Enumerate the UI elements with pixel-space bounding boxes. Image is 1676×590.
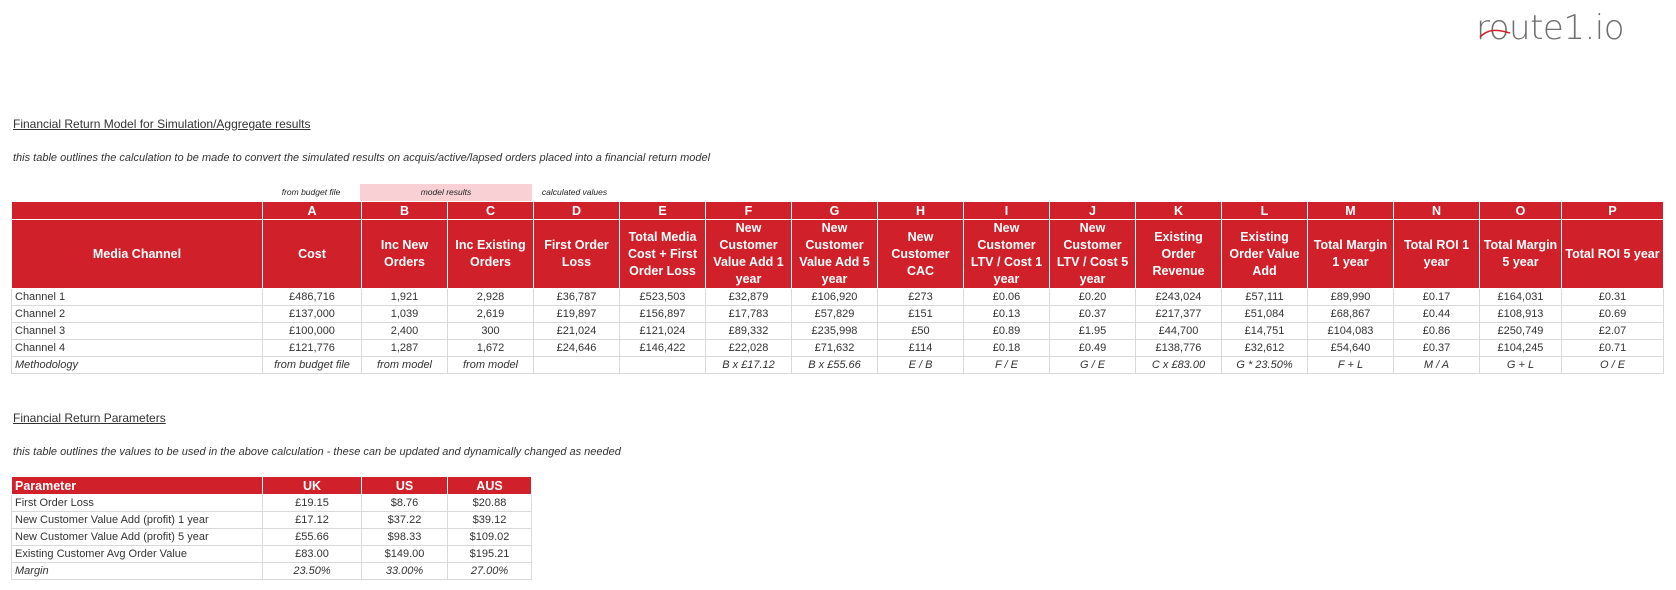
table-cell: £0.20 — [1050, 289, 1136, 306]
table-cell: £486,716 — [263, 289, 362, 306]
parameter-value: $98.33 — [362, 529, 448, 546]
table-cell: 1,287 — [362, 340, 448, 357]
column-header: AUS — [448, 477, 532, 495]
section-title-financial-model: Financial Return Model for Simulation/Aggregate results — [13, 117, 311, 131]
table-cell: £32,612 — [1222, 340, 1308, 357]
table-cell: £0.86 — [1394, 323, 1480, 340]
table-cell: £217,377 — [1136, 306, 1222, 323]
table-cell: £2.07 — [1562, 323, 1664, 340]
parameter-value: 27.00% — [448, 563, 532, 580]
parameter-value: $149.00 — [362, 546, 448, 563]
table-cell: £104,245 — [1480, 340, 1562, 357]
table-row — [12, 323, 1664, 340]
table-cell: £104,083 — [1308, 323, 1394, 340]
table-cell: 2,928 — [448, 289, 534, 306]
table-cell: £108,913 — [1480, 306, 1562, 323]
table-row — [12, 340, 1664, 357]
section-title-parameters: Financial Return Parameters — [13, 411, 166, 425]
table-row — [12, 529, 532, 546]
column-letter: H — [878, 202, 964, 220]
methodology-cell: F + L — [1308, 357, 1394, 374]
table-cell: £146,422 — [620, 340, 706, 357]
column-header-row — [12, 220, 1664, 289]
route1-logo: route1.io — [1476, 8, 1625, 48]
table-cell: £0.89 — [964, 323, 1050, 340]
table-cell: 1,921 — [362, 289, 448, 306]
table-cell: £71,632 — [792, 340, 878, 357]
table-cell: £523,503 — [620, 289, 706, 306]
table-cell: £0.31 — [1562, 289, 1664, 306]
financial-model-table — [11, 201, 1664, 374]
column-letter: G — [792, 202, 878, 220]
methodology-cell — [620, 357, 706, 374]
column-header: Existing Order Revenue — [1136, 220, 1222, 289]
table-cell: £24,646 — [534, 340, 620, 357]
methodology-cell: C x £83.00 — [1136, 357, 1222, 374]
column-letter: O — [1480, 202, 1562, 220]
legend-model-results: model results — [360, 184, 532, 201]
row-label: Channel 4 — [12, 340, 263, 357]
table-cell: £243,024 — [1136, 289, 1222, 306]
table-cell: £0.37 — [1394, 340, 1480, 357]
column-letter: D — [534, 202, 620, 220]
table-cell: £0.49 — [1050, 340, 1136, 357]
table-row — [12, 495, 532, 512]
table-cell: £32,879 — [706, 289, 792, 306]
table-cell: £0.06 — [964, 289, 1050, 306]
parameter-value: $39.12 — [448, 512, 532, 529]
column-header: First Order Loss — [534, 220, 620, 289]
column-header: New Customer Value Add 5 year — [792, 220, 878, 289]
column-letter — [12, 202, 263, 220]
methodology-cell: B x £55.66 — [792, 357, 878, 374]
table-cell: £114 — [878, 340, 964, 357]
row-label: Channel 1 — [12, 289, 263, 306]
column-letter: F — [706, 202, 792, 220]
parameter-value: 23.50% — [263, 563, 362, 580]
table-cell: £51,084 — [1222, 306, 1308, 323]
column-letter-row — [12, 202, 1664, 220]
table-cell: £0.44 — [1394, 306, 1480, 323]
section-description-parameters: this table outlines the values to be used in the above calculation - these can be updated and dynamically changed as needed — [13, 446, 621, 458]
table-cell: 2,619 — [448, 306, 534, 323]
table-row — [12, 306, 1664, 323]
legend-calculated-values: calculated values — [541, 187, 608, 197]
table-cell: £19,897 — [534, 306, 620, 323]
column-header: New Customer LTV / Cost 5 year — [1050, 220, 1136, 289]
table-cell: £0.37 — [1050, 306, 1136, 323]
column-header: New Customer Value Add 1 year — [706, 220, 792, 289]
table-cell: £156,897 — [620, 306, 706, 323]
column-letter: K — [1136, 202, 1222, 220]
column-header: Parameter — [12, 477, 263, 495]
column-header: Media Channel — [12, 220, 263, 289]
table-cell: £121,024 — [620, 323, 706, 340]
column-letter: N — [1394, 202, 1480, 220]
table-cell: 300 — [448, 323, 534, 340]
parameter-label: First Order Loss — [12, 495, 263, 512]
table-cell: £0.69 — [1562, 306, 1664, 323]
methodology-cell: O / E — [1562, 357, 1664, 374]
methodology-cell: from model — [448, 357, 534, 374]
column-letter: P — [1562, 202, 1664, 220]
row-label: Channel 3 — [12, 323, 263, 340]
parameter-label: Existing Customer Avg Order Value — [12, 546, 263, 563]
table-cell: £121,776 — [263, 340, 362, 357]
parameter-header-row — [12, 477, 532, 495]
methodology-cell — [534, 357, 620, 374]
table-cell: £250,749 — [1480, 323, 1562, 340]
table-cell: £0.71 — [1562, 340, 1664, 357]
column-header: Total Margin 5 year — [1480, 220, 1562, 289]
table-cell: £137,000 — [263, 306, 362, 323]
column-header: Total ROI 5 year — [1562, 220, 1664, 289]
table-cell: £164,031 — [1480, 289, 1562, 306]
table-cell: £235,998 — [792, 323, 878, 340]
column-header: New Customer CAC — [878, 220, 964, 289]
table-cell: £14,751 — [1222, 323, 1308, 340]
table-cell: £57,111 — [1222, 289, 1308, 306]
column-header: Existing Order Value Add — [1222, 220, 1308, 289]
column-header: Total ROI 1 year — [1394, 220, 1480, 289]
column-letter: C — [448, 202, 534, 220]
table-cell: £0.18 — [964, 340, 1050, 357]
parameter-label: New Customer Value Add (profit) 1 year — [12, 512, 263, 529]
table-cell: £50 — [878, 323, 964, 340]
column-letter: B — [362, 202, 448, 220]
table-cell: £17,783 — [706, 306, 792, 323]
column-header: Cost — [263, 220, 362, 289]
parameter-value: $20.88 — [448, 495, 532, 512]
parameter-label: New Customer Value Add (profit) 5 year — [12, 529, 263, 546]
table-row — [12, 563, 532, 580]
row-label: Methodology — [12, 357, 263, 374]
methodology-cell: G / E — [1050, 357, 1136, 374]
table-cell: £22,028 — [706, 340, 792, 357]
methodology-cell: G * 23.50% — [1222, 357, 1308, 374]
methodology-cell: B x £17.12 — [706, 357, 792, 374]
column-header: Total Media Cost + First Order Loss — [620, 220, 706, 289]
table-cell: £106,920 — [792, 289, 878, 306]
column-letter: J — [1050, 202, 1136, 220]
column-letter: M — [1308, 202, 1394, 220]
column-header: US — [362, 477, 448, 495]
parameter-label: Margin — [12, 563, 263, 580]
column-header: Total Margin 1 year — [1308, 220, 1394, 289]
table-row — [12, 546, 532, 563]
table-cell: £138,776 — [1136, 340, 1222, 357]
table-cell: £0.17 — [1394, 289, 1480, 306]
row-label: Channel 2 — [12, 306, 263, 323]
table-cell: £68,867 — [1308, 306, 1394, 323]
column-header: Inc New Orders — [362, 220, 448, 289]
methodology-cell: from budget file — [263, 357, 362, 374]
column-letter: I — [964, 202, 1050, 220]
table-cell: £57,829 — [792, 306, 878, 323]
table-cell: 2,400 — [362, 323, 448, 340]
parameter-value: $8.76 — [362, 495, 448, 512]
table-row — [12, 289, 1664, 306]
parameter-value: $195.21 — [448, 546, 532, 563]
column-header: New Customer LTV / Cost 1 year — [964, 220, 1050, 289]
table-cell: £273 — [878, 289, 964, 306]
table-cell: £151 — [878, 306, 964, 323]
table-cell: £1.95 — [1050, 323, 1136, 340]
legend-budget-file: from budget file — [281, 187, 341, 197]
parameter-value: £83.00 — [263, 546, 362, 563]
parameter-value: £19.15 — [263, 495, 362, 512]
table-cell: £44,700 — [1136, 323, 1222, 340]
methodology-cell: from model — [362, 357, 448, 374]
parameter-value: £17.12 — [263, 512, 362, 529]
parameter-value: $109.02 — [448, 529, 532, 546]
parameter-value: 33.00% — [362, 563, 448, 580]
table-cell: £36,787 — [534, 289, 620, 306]
methodology-cell: G + L — [1480, 357, 1562, 374]
column-letter: E — [620, 202, 706, 220]
table-cell: £21,024 — [534, 323, 620, 340]
table-row — [12, 512, 532, 529]
section-description-financial-model: this table outlines the calculation to be made to convert the simulated results on acquis/active/lapsed orders placed into a financial return model — [13, 152, 711, 164]
parameter-value: $37.22 — [362, 512, 448, 529]
column-header: UK — [263, 477, 362, 495]
column-letter: A — [263, 202, 362, 220]
column-header: Inc Existing Orders — [448, 220, 534, 289]
table-cell: £89,990 — [1308, 289, 1394, 306]
methodology-cell: F / E — [964, 357, 1050, 374]
table-cell: £54,640 — [1308, 340, 1394, 357]
column-letter: L — [1222, 202, 1308, 220]
methodology-cell: E / B — [878, 357, 964, 374]
parameter-value: £55.66 — [263, 529, 362, 546]
table-cell: 1,039 — [362, 306, 448, 323]
table-cell: £89,332 — [706, 323, 792, 340]
table-cell: 1,672 — [448, 340, 534, 357]
table-cell: £100,000 — [263, 323, 362, 340]
logo-swoosh-icon — [1478, 27, 1512, 41]
table-cell: £0.13 — [964, 306, 1050, 323]
methodology-row — [12, 357, 1664, 374]
financial-parameters-table — [11, 476, 532, 580]
methodology-cell: M / A — [1394, 357, 1480, 374]
